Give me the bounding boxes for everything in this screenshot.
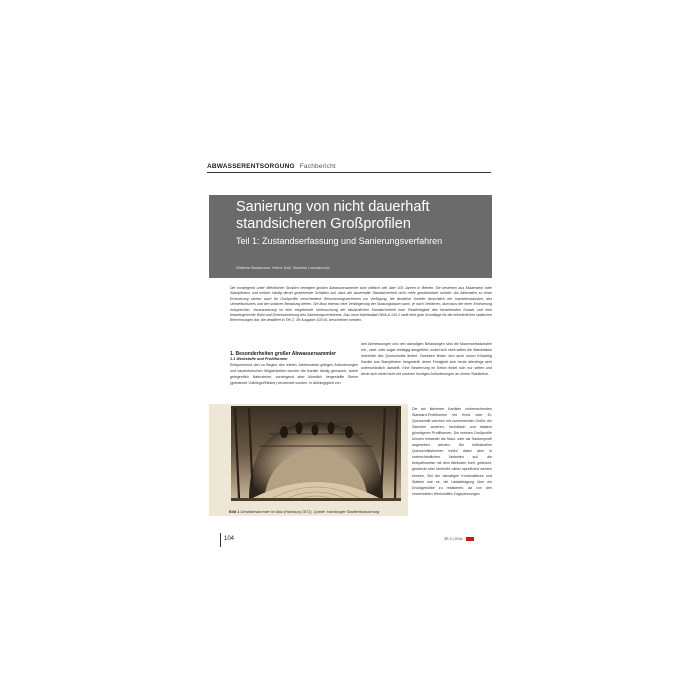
- section-category: ABWASSERENTSORGUNG: [207, 163, 295, 170]
- header-rule: [207, 172, 491, 173]
- body-text-right-bottom: Die bei kleineren Kanälen vorherrschenden Standard-Profilformen mit Kreis oder Ei-Querschnitt weichen mit zunehmender Größe der Sammler anderen, formalisch und statisch günstigeren Profilformen. Die meisten Großprofile können entweder als Maul- oder als Haubenprofil angesehen werden. Die individuellen Querschnittsformen treten dabei aber in unterschiedlichen Varianten auf, die beispielsweise mit dem Attributen breit, gedrückt, gestreckt oder überhöht näher spezifiziert werden können. Ziel der damaligen Konstrukteure und Statiker war es, die Lastabtragung über ein Druckgewölbe zu realisieren, da von den verwendeten Werkstoffen Zugspannungen: [412, 407, 492, 496]
- section-type: Fachbericht: [299, 163, 336, 170]
- page-number: 104: [224, 536, 235, 542]
- subsection-heading: 1.1 Werkstoffe und Profilformen: [230, 357, 288, 361]
- body-text-left: Entsprechend den zu Beginn des letzten Jahrhunderts gültigen Anforderungen und bautechnischen Möglichkeiten wurden die Kanäle häufig gemauert, wobei gelegentlich Natursteine, vorwiegend aber künstlich hergestellte Steine (gebrannte Vollziegel/Klinker) verwendet wurden. In Abhängigkeit von: [230, 363, 358, 386]
- title-line-1: Sanierung von nicht dauerhaft: [236, 199, 430, 215]
- section-header: [207, 163, 491, 170]
- figure-caption-text: Gewölbesammler im Bau (Hamburg 1872), Quelle: Hamburger Stadtentwässerung: [240, 510, 380, 514]
- body-column-left: [230, 351, 358, 386]
- figure-caption: [229, 510, 409, 515]
- article-authors: Dietmar Beckmann, Heinz Doll, Vladimir Lazmanović: [236, 265, 330, 270]
- brand-logo-icon: [466, 537, 474, 541]
- article-title: [236, 199, 486, 233]
- lead-paragraph: Die vorwiegend unter öffentlichen Straßen verlegten großen Abwassersammler sind vielfach seit über 100 Jahren in Betrieb. Sie bestehen aus Mauerwerk oder Stampfbeton und weisen häufig derart gravierende Schäden auf, dass die dauerhafte Standsicherheit nicht mehr gewährleistet scheint. Als Alternative zu einer Erneuerung stehen auch für Großprofile verschiedene Renovierungsverfahren zur Verfügung, die deutliche Vorteile hinsichtlich der Investitionskosten, des Umweltschutzes und der urbanen Belastung bieten. Sie lässt ebenso eine Verlängerung der Nutzungsdauer kann, je nach Verfahren, durchaus der einer Erneuerung entsprechen. Voraussetzung ist eine eingehende Untersuchung der tatsächlichen Standsicherheit bzw. Restfestigkeit des bestehenden Kanals und eine bedarfsgerechte Wahl und Dimensionierung des Sanierungsverfahrens. Das neue Arbeitsblatt DWA-A 143-2 stellt eine gute Grundlage für die erforderlichen statischen Berechnungen dar, die detailliert in Teil 2, 3R Ausgabe 3/2016, beschrieben werden.: [230, 286, 492, 323]
- article-subtitle: Teil 1: Zustandserfassung und Sanierungsverfahren: [236, 236, 443, 246]
- figure-label: Bild 1: [229, 510, 240, 514]
- title-line-2: standsicheren Großprofilen: [236, 216, 411, 232]
- footer-issue: [444, 537, 474, 541]
- section-heading: 1. Besonderheiten großer Abwassersammler: [230, 351, 336, 357]
- body-text-right-top: den Abmessungen und den damaligen Belastungen sind die Mauerwerksschalen ein-, zwei- oder sogar dreilagig ausgeführt, wobei sich nicht selten die Wandstärke innerhalb des Querschnitts ändert. Daneben finden sich auch schon frühzeitig Kanäle aus Stampfbeton hergestellt, deren Festigkeit sich heute allerdings sehr unterschiedlich darstellt. Eine Bewehrung im Beton findet sich nur selten und deckt sich meist nicht mit unseren heutigen Anforderungen an einem Stahlbeton.: [361, 342, 492, 377]
- body-column-right-narrow: [412, 406, 492, 497]
- issue-text: 3R 3 | 2016: [444, 537, 463, 541]
- title-band: [209, 195, 492, 278]
- sewer-construction-photo: [209, 404, 408, 516]
- body-column-right: [361, 341, 492, 377]
- footer-rule: [220, 533, 221, 547]
